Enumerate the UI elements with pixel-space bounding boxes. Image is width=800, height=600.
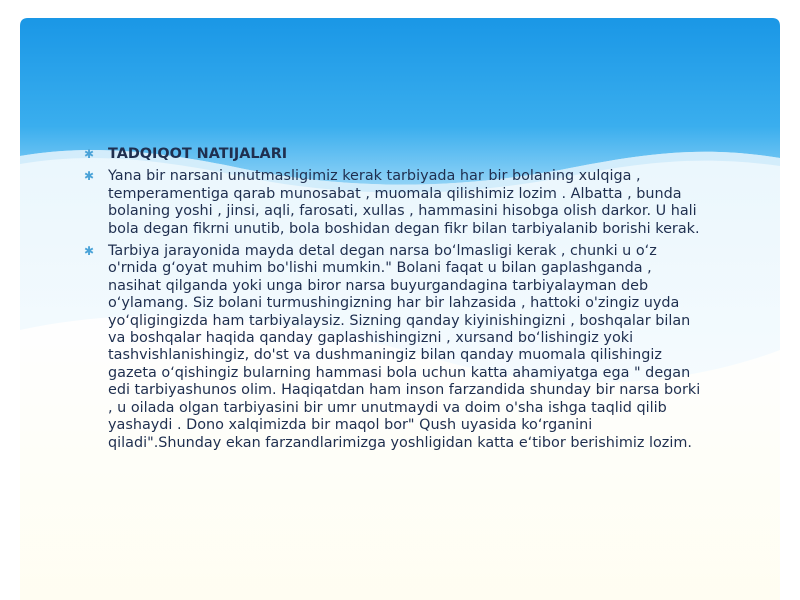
bullet-item-paragraph-2 <box>84 243 704 452</box>
paragraph-text: Tarbiya jarayonida mayda detal degan narsa bo‘lmasligi kerak , chunki u o‘z o'rnida g‘oyat muhim bo'lishi mumkin." Bolani faqat u bilan gaplashganda , nasihat qilganda yoki unga biror narsa buyurgandagina tarbiyalayman deb o‘ylamang. Siz bolani turmushingizning har bir lahzasida , hattoki o'zingiz uyda yo‘qligingizda ham tarbiyalaysiz. Sizning qanday kiyinishingizni , boshqalar bilan va boshqalar haqida qanday gaplashishingizni , xursand bo‘lishingiz yoki tashvishlanishingiz, do'st va dushmaningiz bilan qanday muomala qilishingiz gazeta o‘qishingiz bularning hammasi bola uchun katta ahamiyatga ega " degan edi tarbiyashunos olim. Haqiqatdan ham inson farzandida shunday bir narsa borki , u oilada olgan tarbiyasini bir umr unutmaydi va doim o'sha ishga taqlid qilib yashaydi . Dono xalqimizda bir maqol bor" Qush uyasida ko‘rganini qiladi".Shunday ekan farzandlarimizga yoshligidan katta e‘tibor berishimiz lozim. <box>108 243 701 451</box>
bullet-item-paragraph-1 <box>84 168 704 238</box>
asterisk-bullet-icon: ✱ <box>84 244 95 259</box>
bullet-item-heading <box>84 146 704 163</box>
paragraph-text: Yana bir narsani unutmasligimiz kerak tarbiyada har bir bolaning xulqiga , temperamentiga qarab munosabat , muomala qilishimiz lozim . Albatta , bunda bolaning yoshi , jinsi, aqli, farosati, xullas , hammasini hisobga olish darkor. U hali bola degan fikrni unutib, bola boshidan degan fikr bilan tarbiyalanib borishi kerak. <box>108 168 700 237</box>
section-heading: TADQIQOT NATIJALARI <box>108 146 288 162</box>
asterisk-bullet-icon: ✱ <box>84 169 95 184</box>
asterisk-bullet-icon: ✱ <box>84 147 95 161</box>
content-area <box>84 146 704 457</box>
bullet-list <box>84 146 704 452</box>
